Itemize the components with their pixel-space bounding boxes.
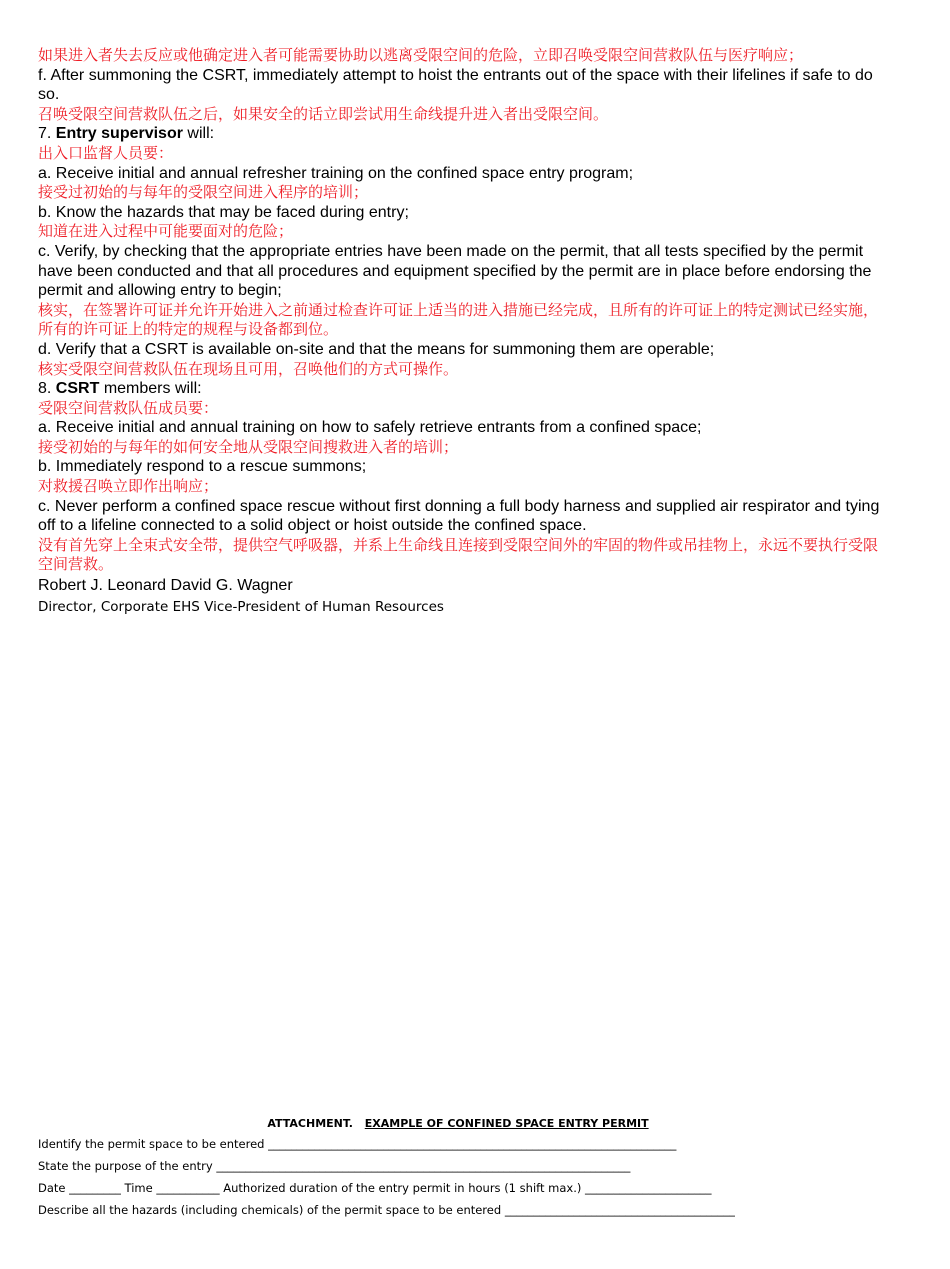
permit-field-space: Identify the permit space to be entered _______________________________________________________________________ bbox=[38, 1137, 677, 1151]
cn-translation-7c: 核实，在签署许可证并允许开始进入之前通过检查许可证上适当的进入措施已经完成，且所有的许可证上的特定测试已经实施，所有的许可证上的特定的规程与设备都到位。 bbox=[38, 300, 879, 339]
item-8c: c. Never perform a confined space rescue without first donning a full body harness and supplied air respirator and tying off to a lifeline connected to a solid object or hoist outside the confined space. bbox=[38, 497, 880, 535]
section-7-number: 7. bbox=[38, 125, 52, 143]
item-8a: a. Receive initial and annual training on how to safely retrieve entrants from a confined space; bbox=[38, 419, 702, 437]
signatory-titles: Director, Corporate EHS Vice-President of Human Resources bbox=[38, 598, 444, 615]
attachment-title bbox=[28, 1115, 888, 1133]
item-7a: a. Receive initial and annual refresher training on the confined space entry program; bbox=[38, 164, 634, 182]
attachment-heading: EXAMPLE OF CONFINED SPACE ENTRY PERMIT bbox=[364, 1117, 649, 1130]
cn-translation-section-8: 受限空间营救队伍成员要： bbox=[38, 398, 219, 417]
permit-attachment bbox=[38, 1115, 888, 1221]
cn-translation-f: 召唤受限空间营救队伍之后，如果安全的话立即尝试用生命线提升进入者出受限空间。 bbox=[38, 104, 609, 123]
section-8-bold-term: CSRT bbox=[55, 380, 100, 398]
cn-translation-7a: 接受过初始的与每年的受限空间进入程序的培训； bbox=[38, 183, 369, 202]
permit-field-date-time-duration: Date _________ Time ___________ Authorized duration of the entry permit in hours (1 shift max.) ______________________ bbox=[38, 1181, 712, 1195]
section-8-rest: members will: bbox=[103, 380, 202, 398]
section-7-heading bbox=[38, 124, 888, 144]
permit-field-hazards: Describe all the hazards (including chemicals) of the permit space to be entered ________________________________________ bbox=[38, 1203, 735, 1217]
permit-field-purpose: State the purpose of the entry ________________________________________________________________________ bbox=[38, 1159, 631, 1173]
item-8b: b. Immediately respond to a rescue summons; bbox=[38, 458, 367, 476]
cn-translation-8c: 没有首先穿上全束式安全带，提供空气呼吸器，并系上生命线且连接到受限空间外的牢固的物件或吊挂物上，永远不要执行受限空间营救。 bbox=[38, 535, 879, 574]
item-7c: c. Verify, by checking that the appropriate entries have been made on the permit, that all tests specified by the permit have been conducted and that all procedures and equipment specified by the permit are in place before endorsing the permit and allowing entry to begin; bbox=[38, 242, 872, 300]
section-7-bold-term: Entry supervisor bbox=[55, 125, 183, 143]
section-8-number: 8. bbox=[38, 380, 52, 398]
cn-translation-8a: 接受初始的与每年的如何安全地从受限空间搜救进入者的培训； bbox=[38, 437, 459, 456]
section-8-heading bbox=[38, 379, 888, 399]
document-body bbox=[38, 46, 888, 617]
cn-translation-section-7: 出入口监督人员要： bbox=[38, 143, 174, 162]
item-f: f. After summoning the CSRT, immediately attempt to hoist the entrants out of the space with their lifelines if safe to do so. bbox=[38, 66, 873, 104]
item-7b: b. Know the hazards that may be faced during entry; bbox=[38, 203, 409, 221]
cn-translation-pre-f: 如果进入者失去反应或他确定进入者可能需要协助以逃离受限空间的危险，立即召唤受限空间营救队伍与医疗响应； bbox=[38, 46, 804, 64]
item-7d: d. Verify that a CSRT is available on-site and that the means for summoning them are operable; bbox=[38, 340, 715, 358]
cn-translation-7d: 核实受限空间营救队伍在现场且可用，召唤他们的方式可操作。 bbox=[38, 359, 459, 378]
cn-translation-8b: 对救援召唤立即作出响应； bbox=[38, 477, 219, 496]
signatory-names: Robert J. Leonard David G. Wagner bbox=[38, 577, 293, 595]
cn-translation-7b: 知道在进入过程中可能要面对的危险； bbox=[38, 222, 294, 241]
attachment-label: ATTACHMENT. bbox=[267, 1117, 353, 1130]
section-7-rest: will: bbox=[187, 125, 215, 143]
